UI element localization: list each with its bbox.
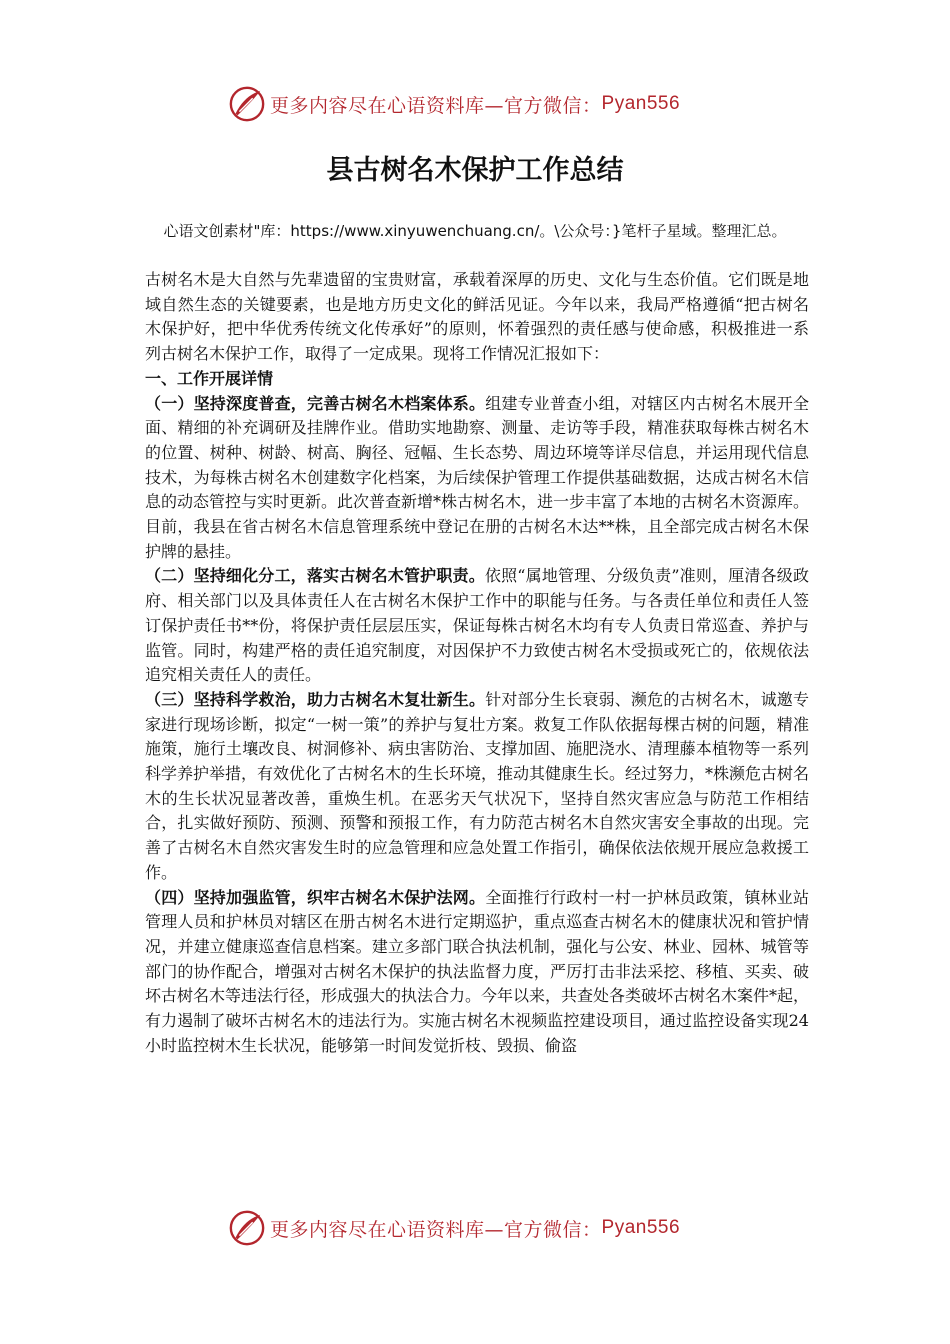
watermark-banner-bottom	[228, 1208, 680, 1248]
pen-logo-icon	[228, 1209, 266, 1247]
watermark-text: 更多内容尽在心语资料库—官方微信：	[270, 1218, 602, 1241]
source-note: 心语文创素材"库：https://www.xinyuwenchuang.cn/。\公众号：}笔杆子星域。整理汇总。	[163, 222, 787, 240]
section-lead: （四）坚持加强监管，织牢古树名木保护法网。	[145, 887, 486, 907]
section-body: 组建专业普查小组，对辖区内古树名木展开全面、精细的补充调研及挂牌作业。借助实地勘察、测量、走访等手段，精准获取每株古树名木的位置、树种、树龄、树高、胸径、冠幅、生长态势、周边环境等详尽信息，并运用现代信息技术，为每株古树名木创建数字化档案，为后续保护管理工作提供基础数据，达成古树名木信息的动态管控与实时更新。此次普查新增*株古树名木，进一步丰富了本地的古树名木资源库。目前，我县在省古树名木信息管理系统中登记在册的古树名木达**株，且全部完成古树名木保护牌的悬挂。	[145, 393, 810, 561]
watermark-text: 更多内容尽在心语资料库—官方微信：	[270, 94, 602, 117]
section-body: 全面推行行政村一村一护林员政策，镇林业站管理人员和护林员对辖区在册古树名木进行定期巡护，重点巡查古树名木的健康状况和管护情况，并建立健康巡查信息档案。建立多部门联合执法机制，强化与公安、林业、园林、城管等部门的协作配合，增强对古树名木保护的执法监督力度，严厉打击非法采挖、移植、买卖、破坏古树名木等违法行径，形成强大的执法合力。今年以来，共查处各类破坏古树名木案件*起，有力遏制了破坏古树名木的违法行为。实施古树名木视频监控建设项目，通过监控设备实现24小时监控树木生长状况，能够第一时间发觉折枝、毁损、偷盗	[145, 887, 810, 1055]
section-lead: （一）坚持深度普查，完善古树名木档案体系。	[145, 393, 486, 413]
section-paragraph	[145, 886, 809, 1059]
section-body: 依照“属地管理、分级负责”准则，厘清各级政府、相关部门以及具体责任人在古树名木保护工作中的职能与任务。与各责任单位和责任人签订保护责任书**份，将保护责任层层压实，保证每株古树名木均有专人负责日常巡查、养护与监管。同时，构建严格的责任追究制度，对因保护不力致使古树名木受损或死亡的，依规依法追究相关责任人的责任。	[145, 566, 809, 685]
intro-paragraph: 古树名木是大自然与先辈遗留的宝贵财富，承载着深厚的历史、文化与生态价值。它们既是地域自然生态的关键要素，也是地方历史文化的鲜活见证。今年以来，我局严格遵循“把古树名木保护好，把中华优秀传统文化传承好”的原则，怀着强烈的责任感与使命感，积极推进一系列古树名木保护工作，取得了一定成果。现将工作情况汇报如下：	[145, 270, 809, 364]
watermark-wechat-id: Pyan556	[601, 1217, 681, 1238]
section-paragraph	[145, 688, 809, 886]
watermark-wechat-id: Pyan556	[601, 93, 681, 114]
watermark-banner-top	[228, 84, 680, 124]
pen-logo-icon	[228, 85, 266, 123]
section-paragraph	[145, 392, 809, 565]
section-heading: 一、工作开展详情	[145, 368, 274, 388]
section-body: 针对部分生长衰弱、濒危的古树名木，诚邀专家进行现场诊断，拟定“一树一策”的养护与复壮方案。救复工作队依据每棵古树的问题，精准施策，施行土壤改良、树洞修补、病虫害防治、支撑加固、施肥浇水、清理藤本植物等一系列科学养护举措，有效优化了古树名木的生长环境，推动其健康生长。经过努力，*株濒危古树名木的生长状况显著改善，重焕生机。在恶劣天气状况下，坚持自然灾害应急与防范工作相结合，扎实做好预防、预测、预警和预报工作，有力防范古树名木自然灾害安全事故的出现。完善了古树名木自然灾害发生时的应急管理和应急处置工作指引，确保依法依规开展应急救援工作。	[145, 689, 810, 882]
document-title: 县古树名木保护工作总结	[326, 155, 624, 186]
document-body	[145, 268, 809, 1059]
section-paragraph	[145, 564, 809, 688]
section-lead: （二）坚持细化分工，落实古树名木管护职责。	[145, 566, 485, 586]
section-lead: （三）坚持科学救治，助力古树名木复壮新生。	[145, 689, 486, 709]
